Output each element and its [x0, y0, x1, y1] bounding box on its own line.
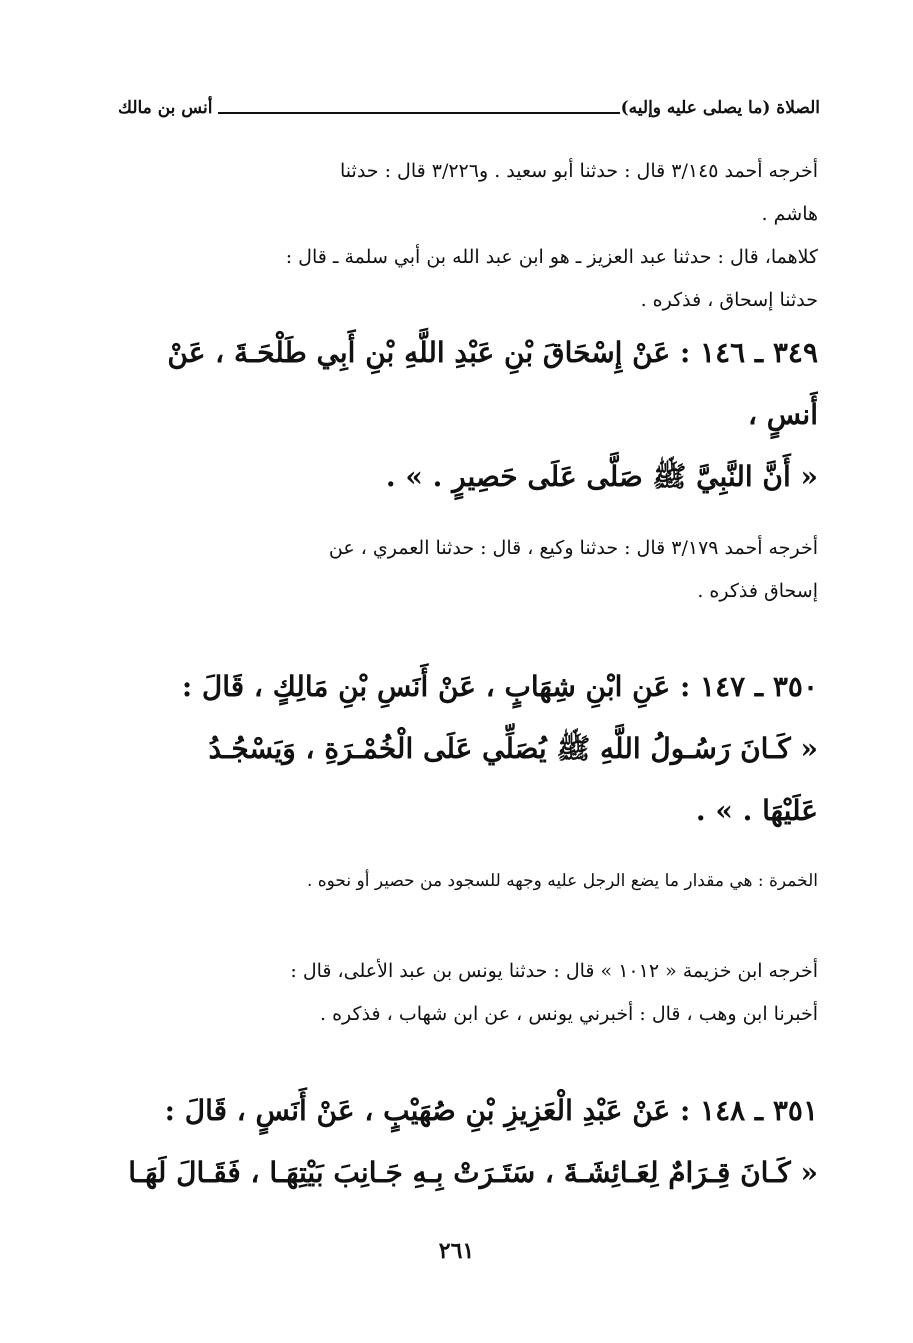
hadith-350 — [100, 656, 818, 842]
text-line: أخرجه أحمد ٣/١٤٥ قال : حدثنا أبو سعيد . و٣/٢٢٦ قال : حدثنا — [340, 160, 818, 182]
page-number: ٢٦١ — [438, 1238, 475, 1264]
hadith-351 — [100, 1080, 818, 1204]
takhrij-paragraph-4 — [100, 950, 818, 1036]
text-line: هاشم . — [761, 203, 818, 225]
takhrij-paragraph-3 — [100, 527, 818, 613]
hadith-349 — [100, 322, 818, 508]
text-line: إسحاق فذكره . — [697, 580, 818, 602]
header-rule — [218, 112, 620, 114]
hadith-line: « كَـانَ رَسُـولُ اللَّهِ ﷺ يُصَلِّي عَلَى الْخُمْـرَةِ ، وَيَسْجُـدُ — [208, 732, 818, 765]
hadith-line: أَنسٍ ، — [747, 398, 818, 431]
text-line: كلاهما، قال : حدثنا عبد العزيز ـ هو ابن عبد الله بن أبي سلمة ـ قال : — [285, 246, 818, 268]
takhrij-paragraph-1 — [100, 150, 818, 236]
header-section-title: أنس بن مالك — [118, 98, 213, 118]
text-line: حدثنا إسحاق ، فذكره . — [640, 289, 818, 311]
text-line: أخرجه أحمد ٣/١٧٩ قال : حدثنا وكيع ، قال : حدثنا العمري ، عن — [328, 537, 818, 559]
hadith-line: « كَـانَ قِـرَامٌ لِعَـائِشَـةَ ، سَتَـرَتْ بِـهِ جَـانِبَ بَيْتِهَـا ، فَقَـالَ لَهَـا — [128, 1156, 818, 1189]
text-line: الخمرة : هي مقدار ما يضع الرجل عليه وجهه للسجود من حصير أو نحوه . — [306, 871, 818, 891]
hadith-line: ٣٥١ ـ ١٤٨ : عَنْ عَبْدِ الْعَزِيزِ بْنِ صُهَيْبٍ ، عَنْ أَنَسٍ ، قَالَ : — [164, 1094, 818, 1127]
running-header — [118, 98, 820, 128]
hadith-line: « أَنَّ النَّبِيَّ ﷺ صَلَّى عَلَى حَصِيرٍ . » . — [385, 460, 818, 493]
text-line: أخبرنا ابن وهب ، قال : أخبرني يونس ، عن ابن شهاب ، فذكره . — [320, 1003, 818, 1025]
hadith-line: ٣٥٠ ـ ١٤٧ : عَنِ ابْنِ شِهَابٍ ، عَنْ أَنَسِ بْنِ مَالِكٍ ، قَالَ : — [181, 670, 818, 703]
text-line: أخرجه ابن خزيمة « ١٠١٢ » قال : حدثنا يونس بن عبد الأعلى، قال : — [290, 960, 818, 982]
hadith-line: ٣٤٩ ـ ١٤٦ : عَنْ إِسْحَاقَ بْنِ عَبْدِ اللَّهِ بْنِ أَبِي طَلْحَـةَ ، عَنْ — [167, 336, 818, 369]
header-chapter-title: الصلاة (ما يصلى عليه وإليه) — [620, 98, 820, 118]
gloss-note — [100, 866, 818, 896]
hadith-line: عَلَيْهَا . » . — [695, 794, 818, 827]
takhrij-paragraph-2 — [100, 236, 818, 322]
